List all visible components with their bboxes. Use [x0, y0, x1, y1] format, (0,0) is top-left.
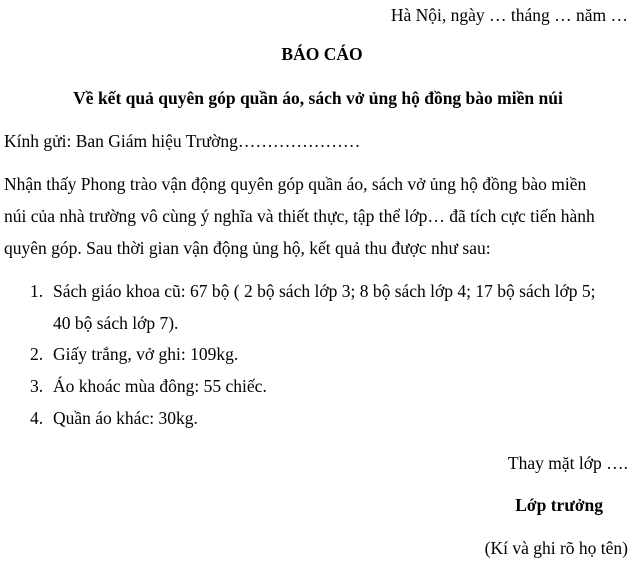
- body-line-3: quyên góp. Sau thời gian vận động ủng hộ, kết quả thu được như sau:: [4, 238, 491, 258]
- list-text: Sách giáo khoa cũ: 67 bộ ( 2 bộ sách lớp 3; 8 bộ sách lớp 4; 17 bộ sách lớp 5;: [53, 281, 596, 301]
- document-title: BÁO CÁO: [281, 44, 363, 64]
- list-number: 1.: [30, 281, 44, 301]
- signature-note: (Kí và ghi rõ họ tên): [484, 538, 628, 558]
- signer-role: Lớp trưởng: [515, 495, 603, 515]
- list-number: 3.: [30, 376, 44, 396]
- document-subtitle: Về kết quả quyên góp quần áo, sách vở ủng hộ đồng bào miền núi: [73, 88, 563, 108]
- body-line-1: Nhận thấy Phong trào vận động quyên góp quần áo, sách vở ủng hộ đồng bào miền: [4, 174, 587, 194]
- list-number: 4.: [30, 408, 44, 428]
- list-text: Áo khoác mùa đông: 55 chiếc.: [53, 376, 267, 396]
- list-number: 2.: [30, 344, 44, 364]
- recipient-line: Kính gửi: Ban Giám hiệu Trường…………………: [4, 131, 361, 151]
- list-text: Quần áo khác: 30kg.: [53, 408, 198, 428]
- on-behalf-line: Thay mặt lớp ….: [507, 453, 628, 473]
- body-line-2: núi của nhà trường vô cùng ý nghĩa và thiết thực, tập thể lớp… đã tích cực tiến hành: [4, 206, 595, 226]
- place-date: Hà Nội, ngày … tháng … năm …: [390, 5, 628, 25]
- list-text: Giấy trắng, vở ghi: 109kg.: [53, 344, 239, 364]
- list-text: 40 bộ sách lớp 7).: [53, 313, 179, 333]
